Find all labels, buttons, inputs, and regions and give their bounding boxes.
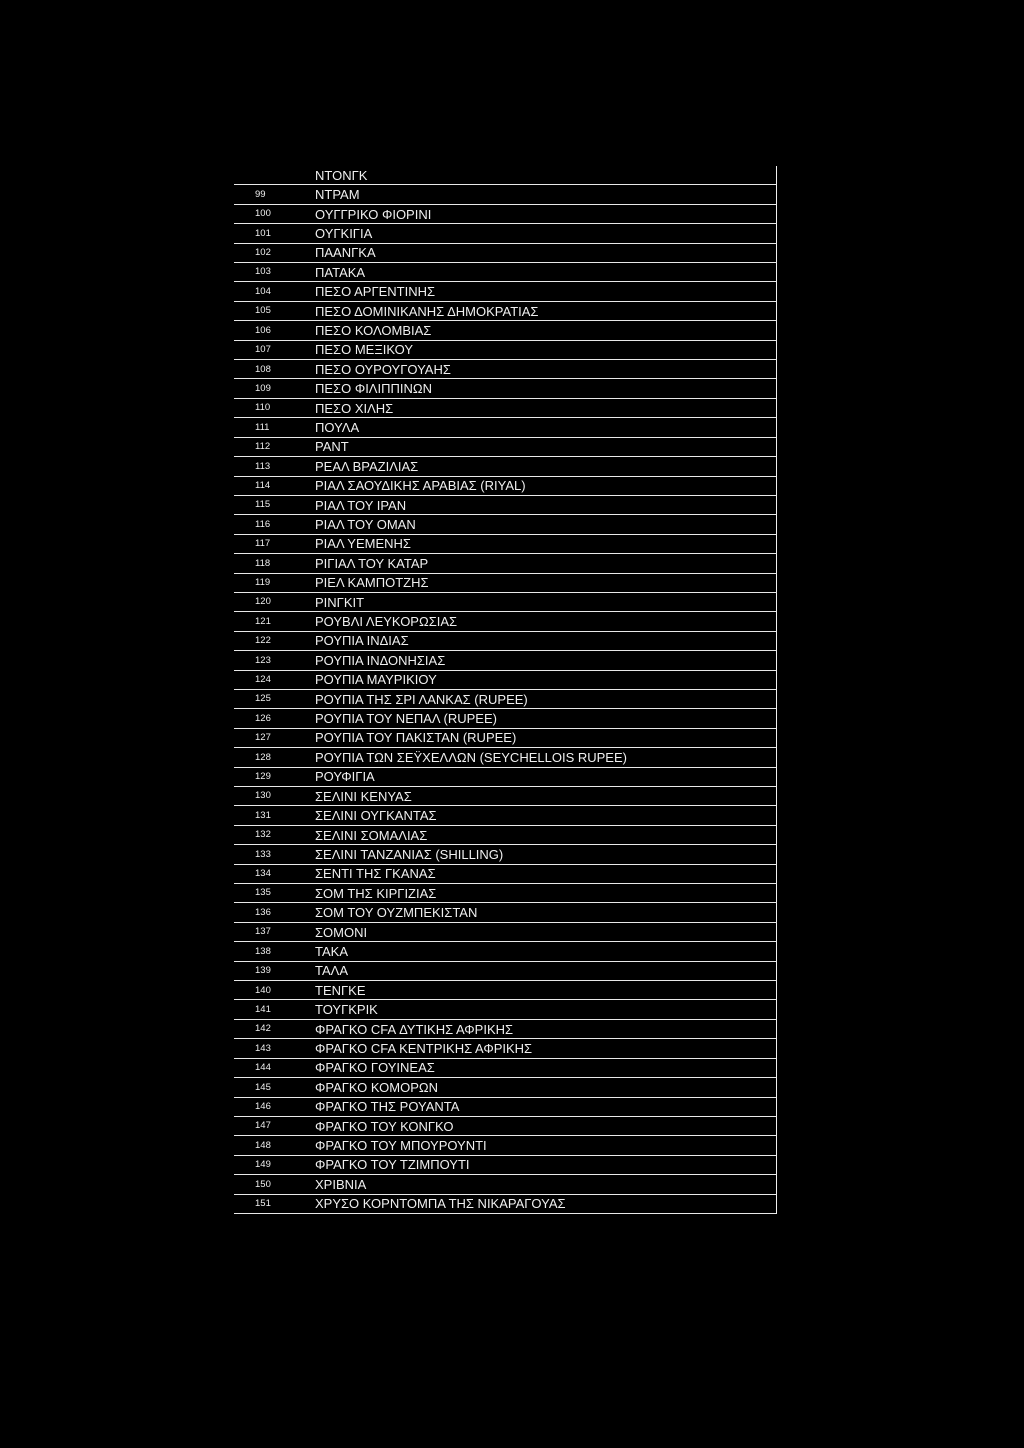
row-number: 109 [255,382,271,394]
row-number: 134 [255,868,271,880]
row-number: 116 [255,518,271,530]
row-number: 124 [255,674,271,686]
currency-name: ΣΟΜΟΝΙ [315,924,368,940]
row-number: 113 [255,460,271,472]
currency-name: ΧΡΙΒΝΙΑ [315,1176,367,1192]
currency-name: ΦΡΑΓΚΟ CFA ΔΥΤΙΚΗΣ ΑΦΡΙΚΗΣ [315,1021,514,1037]
currency-name: ΧΡΥΣΟ ΚΟΡΝΤΟΜΠΑ ΤΗΣ ΝΙΚΑΡΑΓΟΥΑΣ [315,1196,566,1212]
row-number: 150 [255,1178,271,1190]
currency-name: ΠΟΥΛΑ [315,419,360,435]
row-number: 119 [255,576,271,588]
row-number: 130 [255,790,271,802]
table-row [234,205,776,224]
row-number: 127 [255,732,271,744]
currency-name: ΡΙΝΓΚΙΤ [315,594,365,610]
row-number: 149 [255,1159,271,1171]
row-number: 125 [255,693,271,705]
currency-name: ΡΟΥΒΛΙ ΛΕΥΚΟΡΩΣΙΑΣ [315,614,458,630]
currency-name: ΠΕΣΟ ΜΕΞΙΚΟΥ [315,342,414,358]
row-number: 137 [255,926,271,938]
currency-name: ΦΡΑΓΚΟ ΤΟΥ ΜΠΟΥΡΟΥΝΤΙ [315,1138,487,1154]
currency-name: ΣΕΛΙΝΙ ΤΑΝΖΑΝΙΑΣ (SHILLING) [315,846,504,862]
table-row [234,438,776,457]
currency-name: ΠΕΣΟ ΑΡΓΕΝΤΙΝΗΣ [315,284,436,300]
currency-name: ΝΤΟΝΓΚ [315,167,368,183]
row-number: 120 [255,596,271,608]
table-row [234,477,776,496]
row-number: 139 [255,965,271,977]
currency-name: ΡΙΑΛ ΣΑΟΥΔΙΚΗΣ ΑΡΑΒΙΑΣ (RIYAL) [315,478,526,494]
currency-name: ΣΟΜ ΤΟΥ ΟΥΖΜΠΕΚΙΣΤΑΝ [315,905,478,921]
row-number: 100 [255,208,271,220]
currency-name: ΣΟΜ ΤΗΣ ΚΙΡΓΙΖΙΑΣ [315,885,437,901]
table-row [234,787,776,806]
table-row [234,1195,776,1214]
currency-name: ΠΑΤΑΚΑ [315,264,366,280]
currency-name: ΣΕΝΤΙ ΤΗΣ ΓΚΑΝΑΣ [315,866,436,882]
currency-name: ΡΟΥΠΙΑ ΙΝΔΟΝΗΣΙΑΣ [315,652,446,668]
table-row [234,535,776,554]
table-row [234,457,776,476]
table-row [234,845,776,864]
currency-name: ΡΑΝΤ [315,439,349,455]
currency-name: ΡΙΑΛ ΥΕΜΕΝΗΣ [315,536,411,552]
row-number: 110 [255,402,271,414]
table-row [234,1059,776,1078]
row-number: 132 [255,829,271,841]
table-row [234,263,776,282]
currency-name: ΡΙΓΙΑΛ ΤΟΥ ΚΑΤΑΡ [315,555,429,571]
currency-name: ΡΟΥΠΙΑ ΤΟΥ ΠΑΚΙΣΤΑΝ (RUPEE) [315,730,517,746]
row-number: 126 [255,712,271,724]
currency-table [234,166,777,1214]
currency-name: ΦΡΑΓΚΟ ΤΗΣ ΡΟΥΑΝΤΑ [315,1099,460,1115]
table-row [234,321,776,340]
row-number: 131 [255,809,271,821]
row-number: 99 [255,188,266,200]
table-row [234,632,776,651]
currency-name: ΣΕΛΙΝΙ ΚΕΝΥΑΣ [315,788,412,804]
currency-name: ΡΙΑΛ ΤΟΥ ΙΡΑΝ [315,497,407,513]
row-number: 118 [255,557,271,569]
row-number: 107 [255,344,271,356]
table-row [234,1117,776,1136]
row-number: 128 [255,751,271,763]
table-row [234,612,776,631]
table-row [234,1136,776,1155]
row-number: 143 [255,1042,271,1054]
currency-name: ΤΟΥΓΚΡΙΚ [315,1002,378,1018]
table-row [234,302,776,321]
row-number: 105 [255,305,271,317]
currency-name: ΣΕΛΙΝΙ ΣΟΜΑΛΙΑΣ [315,827,428,843]
row-number: 103 [255,266,271,278]
row-number: 114 [255,479,271,491]
table-row [234,379,776,398]
table-row [234,1000,776,1019]
table-row [234,185,776,204]
table-row [234,341,776,360]
table-row [234,515,776,534]
row-number: 129 [255,771,271,783]
row-number: 115 [255,499,271,511]
table-row [234,981,776,1000]
currency-name: ΠΕΣΟ ΔΟΜΙΝΙΚΑΝΗΣ ΔΗΜΟΚΡΑΤΙΑΣ [315,303,539,319]
row-number: 147 [255,1120,271,1132]
row-number: 135 [255,887,271,899]
row-number: 151 [255,1197,271,1209]
table-row [234,399,776,418]
currency-name: ΠΑΑΝΓΚΑ [315,245,376,261]
currency-name: ΤΑΚΑ [315,943,348,959]
table-row [234,671,776,690]
currency-name: ΤΕΝΓΚΕ [315,982,366,998]
currency-name: ΡΙΑΛ ΤΟΥ ΟΜΑΝ [315,517,416,533]
row-number: 146 [255,1100,271,1112]
row-number: 144 [255,1062,271,1074]
row-number: 117 [255,538,271,550]
table-row [234,806,776,825]
table-row [234,651,776,670]
table-row [234,768,776,787]
table-row [234,1098,776,1117]
table-row [234,962,776,981]
table-row [234,903,776,922]
currency-name: ΡΟΥΠΙΑ ΜΑΥΡΙΚΙΟΥ [315,672,437,688]
row-number: 138 [255,945,271,957]
currency-name: ΦΡΑΓΚΟ ΓΟΥΙΝΕΑΣ [315,1060,435,1076]
currency-name: ΠΕΣΟ ΟΥΡΟΥΓΟΥΑΗΣ [315,361,451,377]
table-row [234,282,776,301]
currency-name: ΠΕΣΟ ΚΟΛΟΜΒΙΑΣ [315,322,432,338]
table-row [234,224,776,243]
row-number: 104 [255,285,271,297]
row-number: 106 [255,324,271,336]
currency-name: ΡΟΥΠΙΑ ΤΟΥ ΝΕΠΑΛ (RUPEE) [315,711,497,727]
row-number: 133 [255,848,271,860]
currency-name: ΝΤΡΑΜ [315,187,360,203]
currency-name: ΡΙΕΛ ΚΑΜΠΟΤΖΗΣ [315,575,429,591]
row-number: 112 [255,441,271,453]
row-number: 148 [255,1139,271,1151]
table-row [234,360,776,379]
table-row [234,826,776,845]
table-row [234,884,776,903]
table-row [234,593,776,612]
currency-name: ΡΟΥΠΙΑ ΤΩΝ ΣΕΫΧΕΛΛΩΝ (SEYCHELLOIS RUPEE) [315,749,627,765]
currency-name: ΦΡΑΓΚΟ CFA ΚΕΝΤΡΙΚΗΣ ΑΦΡΙΚΗΣ [315,1040,533,1056]
currency-name: ΦΡΑΓΚΟ ΤΟΥ ΚΟΝΓΚΟ [315,1118,454,1134]
currency-name: ΦΡΑΓΚΟ ΚΟΜΟΡΩΝ [315,1079,439,1095]
row-number: 141 [255,1003,271,1015]
table-row [234,496,776,515]
table-row [234,942,776,961]
currency-name: ΡΟΥΠΙΑ ΙΝΔΙΑΣ [315,633,409,649]
currency-name: ΡΟΥΠΙΑ ΤΗΣ ΣΡΙ ΛΑΝΚΑΣ (RUPEE) [315,691,528,707]
table-row [234,1039,776,1058]
currency-name: ΠΕΣΟ ΧΙΛΗΣ [315,400,394,416]
currency-name: ΟΥΓΚΙΓΙΑ [315,225,373,241]
table-row [234,574,776,593]
currency-name: ΠΕΣΟ ΦΙΛΙΠΠΙΝΩΝ [315,381,432,397]
currency-name: ΦΡΑΓΚΟ ΤΟΥ ΤΖΙΜΠΟΥΤΙ [315,1157,470,1173]
table-row [234,166,776,185]
row-number: 101 [255,227,271,239]
table-row [234,729,776,748]
table-row [234,709,776,728]
table-row [234,1156,776,1175]
table-row [234,244,776,263]
table-row [234,690,776,709]
table-row [234,1078,776,1097]
currency-name: ΤΑΛΑ [315,963,349,979]
table-row [234,554,776,573]
table-row [234,1175,776,1194]
currency-name: ΡΕΑΛ ΒΡΑΖΙΛΙΑΣ [315,458,419,474]
row-number: 123 [255,654,271,666]
row-number: 111 [255,421,270,433]
table-row [234,865,776,884]
row-number: 102 [255,247,271,259]
row-number: 140 [255,984,271,996]
currency-name: ΡΟΥΦΙΓΙΑ [315,769,375,785]
row-number: 108 [255,363,271,375]
currency-name: ΟΥΓΓΡΙΚΟ ΦΙΟΡΙΝΙ [315,206,432,222]
row-number: 136 [255,906,271,918]
table-row [234,748,776,767]
row-number: 145 [255,1081,271,1093]
table-row [234,418,776,437]
row-number: 142 [255,1023,271,1035]
row-number: 121 [255,615,271,627]
table-row [234,923,776,942]
currency-name: ΣΕΛΙΝΙ ΟΥΓΚΑΝΤΑΣ [315,808,437,824]
table-row [234,1020,776,1039]
row-number: 122 [255,635,271,647]
